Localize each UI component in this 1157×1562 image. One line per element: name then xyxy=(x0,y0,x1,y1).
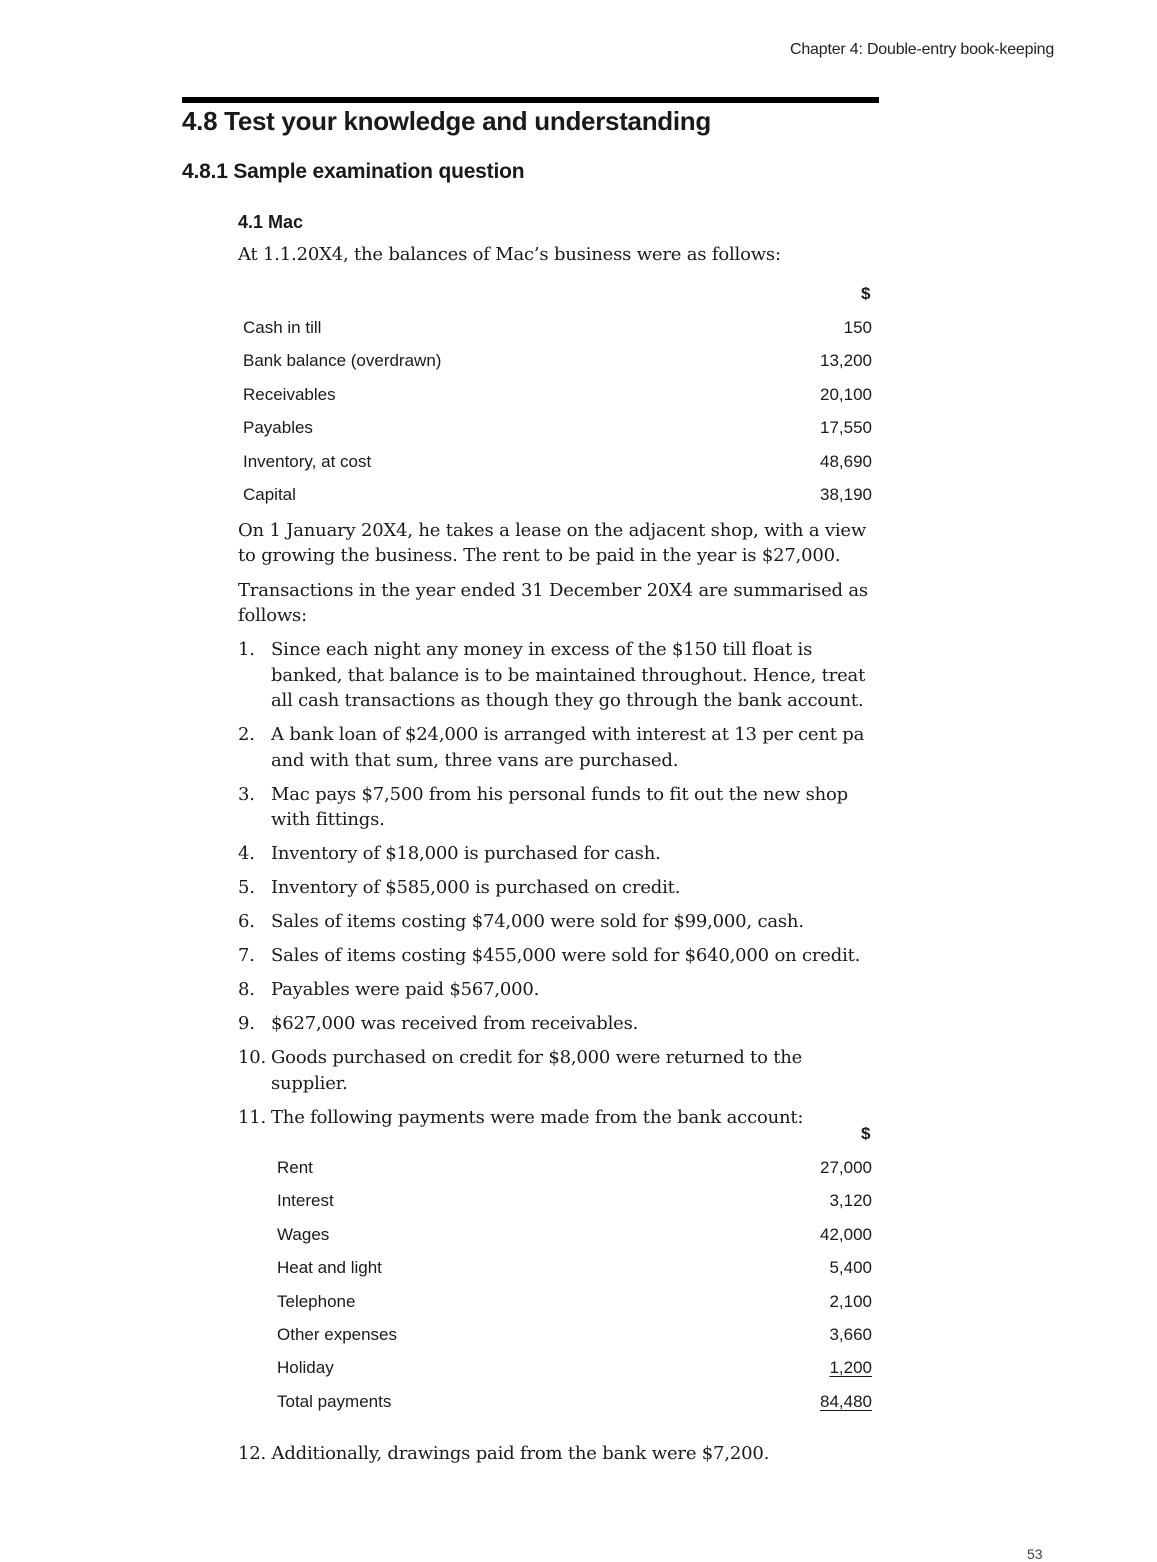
payment-label: Telephone xyxy=(277,1292,356,1311)
list-item-text: A bank loan of $24,000 is arranged with interest at 13 per cent pa and with that sum, three vans are purchased. xyxy=(271,724,865,771)
payment-total-amount: 84,480 xyxy=(820,1392,872,1411)
payment-row xyxy=(277,1189,872,1213)
balance-row xyxy=(243,416,872,440)
list-item-number: 11. xyxy=(238,1106,267,1128)
list-item-text: Inventory of $18,000 is purchased for cash. xyxy=(271,843,661,864)
payment-row xyxy=(277,1223,872,1247)
list-item-text: Sales of items costing $455,000 were sold for $640,000 on credit. xyxy=(271,945,861,966)
balances-currency-header: $ xyxy=(861,284,871,303)
list-item-number: 1. xyxy=(238,639,255,660)
lease-paragraph: On 1 January 20X4, he takes a lease on the adjacent shop, with a view to growing the business. The rent to be paid in the year is $27,000. xyxy=(238,520,867,566)
list-item xyxy=(238,909,878,935)
transactions-intro: Transactions in the year ended 31 December 20X4 are summarised as follows: xyxy=(238,580,868,626)
list-item-number: 5. xyxy=(238,877,255,898)
list-item xyxy=(238,1011,878,1037)
payment-row xyxy=(277,1256,872,1280)
intro-paragraph: At 1.1.20X4, the balances of Mac’s business were as follows: xyxy=(238,244,781,265)
payment-label: Interest xyxy=(277,1191,334,1210)
balance-amount: 17,550 xyxy=(820,418,872,437)
balance-label: Cash in till xyxy=(243,318,322,337)
list-item-text: $627,000 was received from receivables. xyxy=(271,1013,639,1034)
payment-label: Other expenses xyxy=(277,1325,398,1344)
payment-row xyxy=(277,1323,872,1347)
balance-row xyxy=(243,483,872,507)
payment-amount: 5,400 xyxy=(829,1258,872,1277)
balance-amount: 48,690 xyxy=(820,452,872,471)
payment-amount: 42,000 xyxy=(820,1225,872,1244)
section-subtitle: 4.8.1 Sample examination question xyxy=(182,160,525,183)
balance-label: Bank balance (overdrawn) xyxy=(243,351,442,370)
list-item xyxy=(238,637,878,714)
list-item xyxy=(238,1105,878,1131)
payment-amount: 27,000 xyxy=(820,1158,872,1177)
list-item-text: The following payments were made from the bank account: xyxy=(271,1106,804,1128)
balance-row xyxy=(243,383,872,407)
section-title: 4.8 Test your knowledge and understanding xyxy=(182,106,711,136)
page-number: 53 xyxy=(1027,1546,1043,1562)
list-item-number: 7. xyxy=(238,945,255,966)
payment-label: Holiday xyxy=(277,1358,334,1377)
list-item-number: 9. xyxy=(238,1013,255,1034)
list-item-text: Payables were paid $567,000. xyxy=(271,979,540,1000)
balance-label: Capital xyxy=(243,485,296,504)
payment-row xyxy=(277,1290,872,1314)
list-item-number: 10. xyxy=(238,1047,267,1068)
balance-label: Payables xyxy=(243,418,313,437)
balance-row xyxy=(243,450,872,474)
list-item-number: 8. xyxy=(238,979,255,1000)
balance-amount: 20,100 xyxy=(820,385,872,404)
list-item xyxy=(238,722,878,773)
final-item: 12. Additionally, drawings paid from the bank were $7,200. xyxy=(238,1443,770,1464)
list-item xyxy=(238,943,878,969)
list-item-number: 2. xyxy=(238,724,255,745)
list-item-number: 4. xyxy=(238,843,255,864)
list-item-text: Inventory of $585,000 is purchased on credit. xyxy=(271,877,681,898)
payment-amount: 1,200 xyxy=(829,1358,872,1377)
balance-row xyxy=(243,316,872,340)
payment-row xyxy=(277,1156,872,1180)
section-rule xyxy=(182,97,879,103)
transactions-list xyxy=(238,637,878,1139)
payment-label: Wages xyxy=(277,1225,330,1244)
payment-amount: 2,100 xyxy=(829,1292,872,1311)
running-header: Chapter 4: Double-entry book-keeping xyxy=(790,41,1055,58)
balance-amount: 13,200 xyxy=(820,351,872,370)
list-item-text: Goods purchased on credit for $8,000 were returned to the supplier. xyxy=(271,1047,803,1094)
list-item-number: 6. xyxy=(238,911,255,932)
list-item xyxy=(238,875,878,901)
list-item xyxy=(238,841,878,867)
payment-amount: 3,660 xyxy=(829,1325,872,1344)
list-item xyxy=(238,782,878,833)
payment-total-label: Total payments xyxy=(277,1392,392,1411)
list-item-number: 3. xyxy=(238,783,255,805)
list-item-text: Mac pays $7,500 from his personal funds to fit out the new shop with fittings. xyxy=(271,783,848,830)
payment-label: Rent xyxy=(277,1158,313,1177)
list-item-text: Since each night any money in excess of the $150 till float is banked, that balance is to be maintained throughout. Hence, treat all cash transactions as though they go through the bank account. xyxy=(271,639,866,711)
list-item xyxy=(238,1045,878,1096)
balance-label: Inventory, at cost xyxy=(243,452,372,471)
list-item-text: Sales of items costing $74,000 were sold for $99,000, cash. xyxy=(271,911,804,932)
payment-label: Heat and light xyxy=(277,1258,382,1277)
question-title: 4.1 Mac xyxy=(238,212,304,232)
list-item xyxy=(238,977,878,1003)
payments-currency-header: $ xyxy=(861,1124,871,1143)
payment-row xyxy=(277,1356,872,1380)
balance-amount: 150 xyxy=(843,318,872,337)
balance-row xyxy=(243,349,872,373)
payment-total-row xyxy=(277,1390,872,1414)
payment-amount: 3,120 xyxy=(829,1191,872,1210)
balance-amount: 38,190 xyxy=(820,485,872,504)
balance-label: Receivables xyxy=(243,385,336,404)
